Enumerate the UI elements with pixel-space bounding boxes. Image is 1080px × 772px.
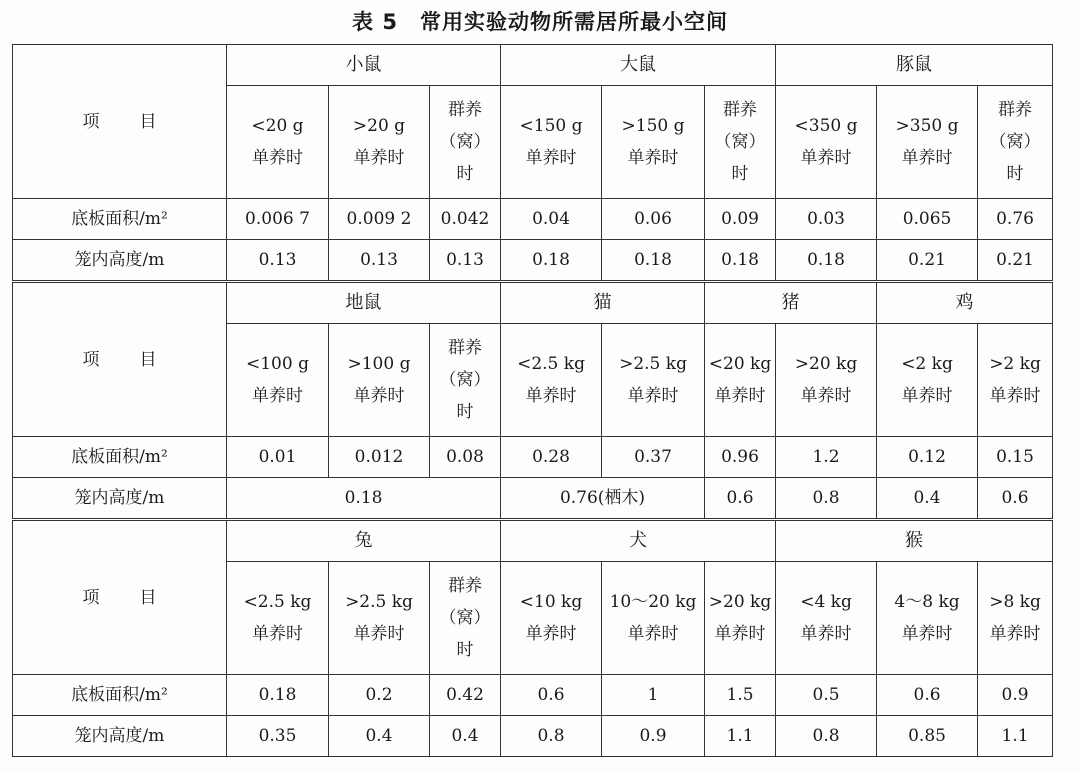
data-cell: 0.012	[329, 437, 430, 478]
data-cell: 0.18	[776, 240, 877, 281]
column-header: 群养 （窝） 时	[430, 562, 501, 675]
column-header: <2 kg 单养时	[877, 324, 978, 437]
column-header: >8 kg 单养时	[978, 562, 1053, 675]
data-cell: 0.06	[602, 199, 705, 240]
column-header: >2.5 kg 单养时	[602, 324, 705, 437]
data-cell: 0.8	[776, 478, 877, 519]
data-cell: 0.18	[227, 478, 501, 519]
table-block-2	[12, 282, 1053, 519]
data-cell: 0.96	[705, 437, 776, 478]
data-cell: 1.5	[705, 675, 776, 716]
data-cell: 0.042	[430, 199, 501, 240]
data-cell: 0.35	[227, 716, 329, 757]
column-header: 4～8 kg 单养时	[877, 562, 978, 675]
column-header: 群养 （窝） 时	[705, 86, 776, 199]
data-cell: 0.18	[501, 240, 602, 281]
data-cell: 1.2	[776, 437, 877, 478]
table-row-floor-area	[13, 199, 1053, 240]
column-header: >2 kg 单养时	[978, 324, 1053, 437]
group-header-hamster: 地鼠	[227, 283, 501, 324]
column-header: >150 g 单养时	[602, 86, 705, 199]
column-header: >20 kg 单养时	[705, 562, 776, 675]
data-cell: 0.12	[877, 437, 978, 478]
column-header: <350 g 单养时	[776, 86, 877, 199]
data-cell: 0.18	[602, 240, 705, 281]
data-cell: 0.42	[430, 675, 501, 716]
column-header: <100 g 单养时	[227, 324, 329, 437]
row-label-floor-area: 底板面积/m²	[13, 437, 227, 478]
data-cell: 0.18	[227, 675, 329, 716]
group-header-guinea-pig: 豚鼠	[776, 45, 1053, 86]
table-block-3	[12, 520, 1053, 757]
data-cell: 0.37	[602, 437, 705, 478]
column-header: <10 kg 单养时	[501, 562, 602, 675]
data-cell: 0.13	[430, 240, 501, 281]
data-cell: 0.6	[877, 675, 978, 716]
data-cell: 0.08	[430, 437, 501, 478]
group-header-cat: 猫	[501, 283, 705, 324]
column-header: >350 g 单养时	[877, 86, 978, 199]
data-cell: 0.28	[501, 437, 602, 478]
table-row-cage-height	[13, 478, 1053, 519]
data-cell: 0.15	[978, 437, 1053, 478]
group-header-dog: 犬	[501, 521, 776, 562]
column-header: 群养 （窝） 时	[430, 324, 501, 437]
column-header: <20 g 单养时	[227, 86, 329, 199]
data-cell: 0.04	[501, 199, 602, 240]
data-cell: 0.009 2	[329, 199, 430, 240]
table-row-floor-area	[13, 437, 1053, 478]
data-cell: 1.1	[978, 716, 1053, 757]
group-header-pig: 猪	[705, 283, 877, 324]
row-label-cage-height: 笼内高度/m	[13, 240, 227, 281]
column-header: 10～20 kg 单养时	[602, 562, 705, 675]
data-cell: 0.18	[705, 240, 776, 281]
item-header-cell: 项 目	[13, 283, 227, 437]
data-cell: 0.01	[227, 437, 329, 478]
group-header-monkey: 猴	[776, 521, 1053, 562]
data-cell: 0.6	[978, 478, 1053, 519]
item-header-cell: 项 目	[13, 45, 227, 199]
data-cell: 0.2	[329, 675, 430, 716]
data-cell: 0.09	[705, 199, 776, 240]
data-cell: 0.76(栖木)	[501, 478, 705, 519]
column-header: >2.5 kg 单养时	[329, 562, 430, 675]
row-label-cage-height: 笼内高度/m	[13, 478, 227, 519]
table-row-floor-area	[13, 675, 1053, 716]
column-header: 群养 （窝） 时	[978, 86, 1053, 199]
group-header-rat: 大鼠	[501, 45, 776, 86]
data-cell: 0.9	[602, 716, 705, 757]
column-header: <2.5 kg 单养时	[501, 324, 602, 437]
column-header: <4 kg 单养时	[776, 562, 877, 675]
item-header-cell: 项 目	[13, 521, 227, 675]
group-header-chicken: 鸡	[877, 283, 1053, 324]
column-header: <2.5 kg 单养时	[227, 562, 329, 675]
table-row-cage-height	[13, 240, 1053, 281]
table-row-cage-height	[13, 716, 1053, 757]
table-title: 表 5 常用实验动物所需居所最小空间	[352, 10, 728, 34]
data-cell: 0.85	[877, 716, 978, 757]
column-header: 群养 （窝） 时	[430, 86, 501, 199]
data-cell: 1	[602, 675, 705, 716]
data-cell: 0.21	[877, 240, 978, 281]
row-label-cage-height: 笼内高度/m	[13, 716, 227, 757]
column-header: >20 kg 单养时	[776, 324, 877, 437]
data-cell: 1.1	[705, 716, 776, 757]
group-header-mouse: 小鼠	[227, 45, 501, 86]
data-cell: 0.6	[705, 478, 776, 519]
column-header: <20 kg 单养时	[705, 324, 776, 437]
data-cell: 0.9	[978, 675, 1053, 716]
data-cell: 0.13	[227, 240, 329, 281]
data-cell: 0.4	[430, 716, 501, 757]
data-cell: 0.76	[978, 199, 1053, 240]
data-cell: 0.8	[501, 716, 602, 757]
group-header-rabbit: 兔	[227, 521, 501, 562]
data-cell: 0.13	[329, 240, 430, 281]
data-cell: 0.03	[776, 199, 877, 240]
data-cell: 0.065	[877, 199, 978, 240]
data-cell: 0.006 7	[227, 199, 329, 240]
data-cell: 0.6	[501, 675, 602, 716]
data-cell: 0.4	[329, 716, 430, 757]
column-header: >100 g 单养时	[329, 324, 430, 437]
data-cell: 0.5	[776, 675, 877, 716]
data-cell: 0.8	[776, 716, 877, 757]
data-cell: 0.4	[877, 478, 978, 519]
table-block-1	[12, 44, 1053, 281]
row-label-floor-area: 底板面积/m²	[13, 675, 227, 716]
column-header: >20 g 单养时	[329, 86, 430, 199]
data-cell: 0.21	[978, 240, 1053, 281]
row-label-floor-area: 底板面积/m²	[13, 199, 227, 240]
column-header: <150 g 单养时	[501, 86, 602, 199]
